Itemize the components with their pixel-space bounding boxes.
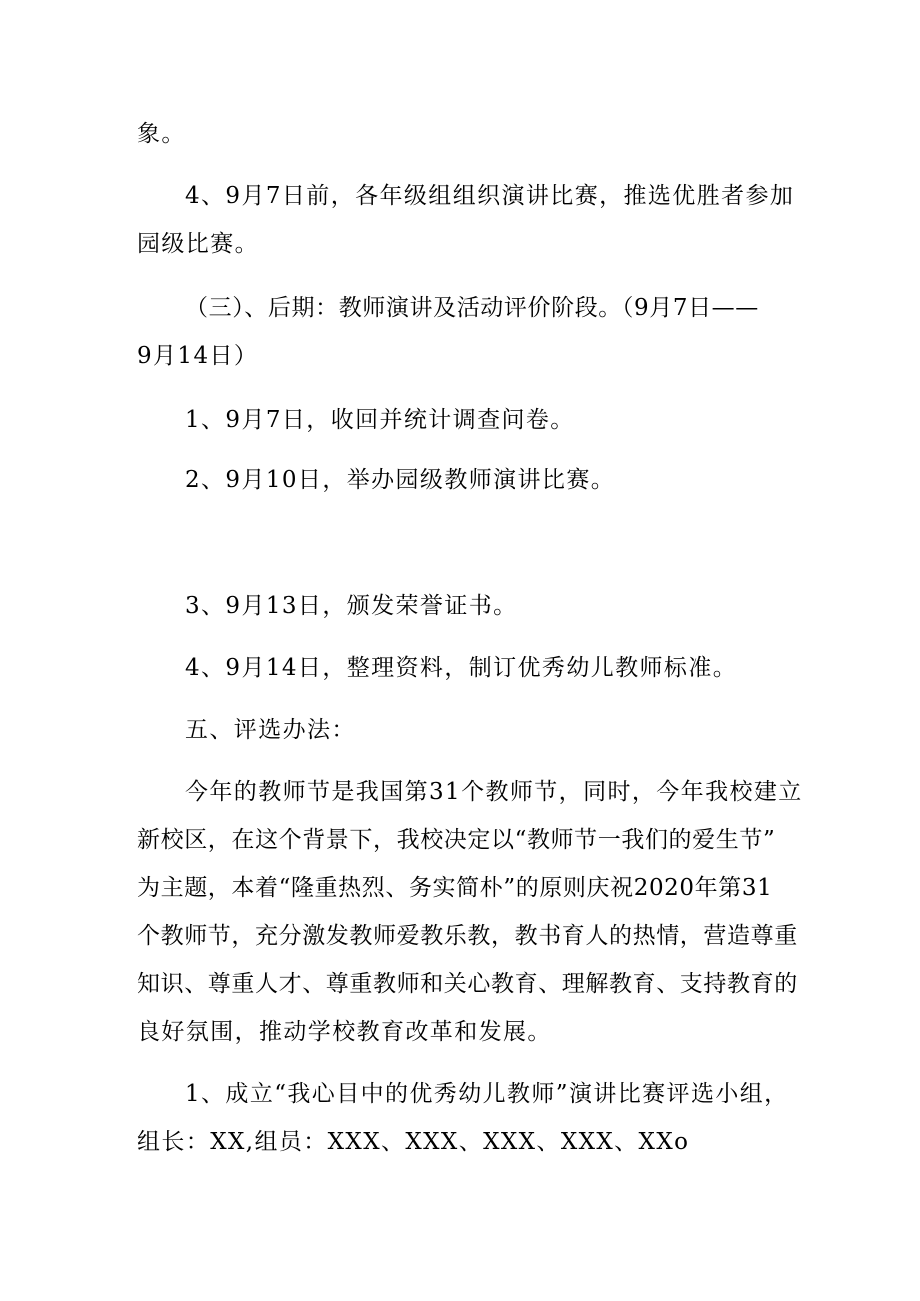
paragraph-line-1: 今年的教师节是我国第31个教师节，同时，今年我校建立 (185, 779, 803, 805)
text-line-step-1: 1、9月7日，收回并统计调查问卷。 (185, 407, 575, 433)
text-line-step-4: 4、9月14日，整理资料，制订优秀幼儿教师标准。 (185, 655, 738, 681)
text-line-step-3: 3、9月13日，颁发荣誉证书。 (185, 593, 518, 619)
section-heading-selection-method: 五、评选办法： (185, 717, 356, 743)
text-line-committee-members: 组长：XX,组员：XXX、XXX、XXX、XXX、XXo (137, 1129, 690, 1155)
paragraph-line-3: 为主题，本着“隆重热烈、务实简朴”的原则庆祝2020年第31 (137, 875, 773, 901)
text-line-continuation: 象。 (137, 121, 186, 147)
paragraph-line-5: 知识、尊重人才、尊重教师和关心教育、理解教育、支持教育的 (137, 971, 798, 997)
text-line-phase-3-dates: 9月14日） (137, 343, 259, 369)
paragraph-line-4: 个教师节，充分激发教师爱教乐教，教书育人的热情，营造尊重 (137, 923, 798, 949)
text-line-phase-3-heading: （三）、后期：教师演讲及活动评价阶段。（9月7日—— (185, 295, 759, 321)
text-line-committee: 1、成立“我心目中的优秀幼儿教师”演讲比赛评选小组， (185, 1081, 789, 1107)
text-line-item-4-sep7: 4、9月7日前，各年级组组织演讲比赛，推选优胜者参加 (185, 183, 795, 209)
paragraph-line-2: 新校区，在这个背景下，我校决定以“教师节一我们的爱生节” (137, 827, 776, 853)
text-line-step-2: 2、9月10日，举办园级教师演讲比赛。 (185, 467, 616, 493)
paragraph-line-6: 良好氛围，推动学校教育改革和发展。 (137, 1019, 552, 1045)
text-line-item-4-cont: 园级比赛。 (137, 231, 259, 257)
